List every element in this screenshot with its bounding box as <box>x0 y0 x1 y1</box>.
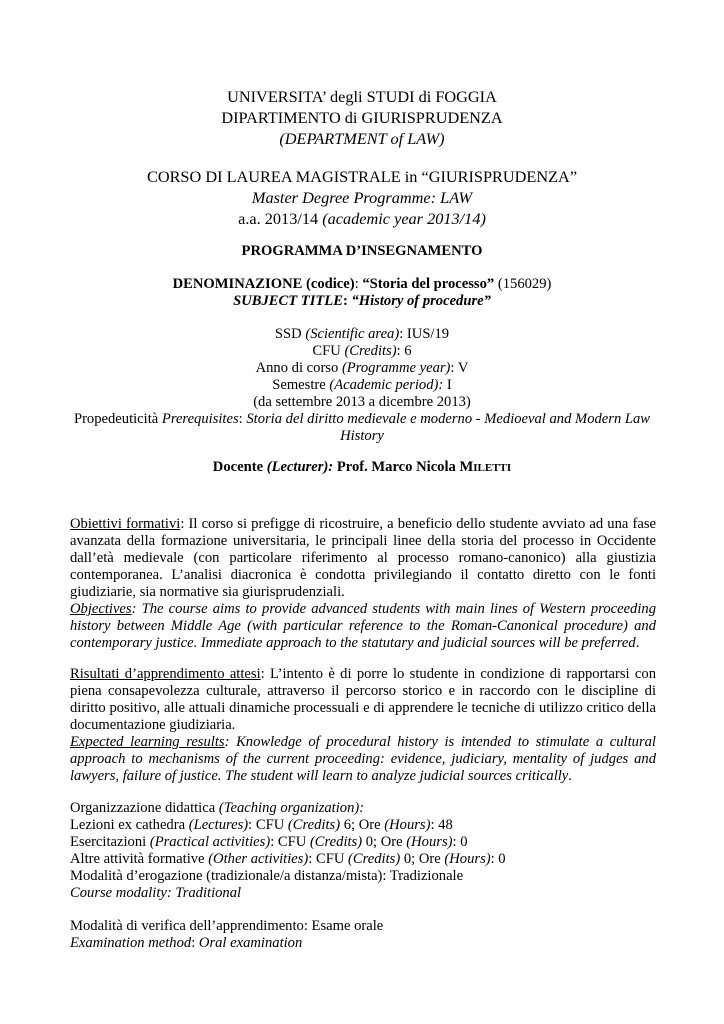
other-activities-line: Altre attività formative (Other activities): CFU (Credits) 0; Ore (Hours): 0 <box>70 851 506 867</box>
objectives-en: Objectives: The course aims to provide advanced students with main lines of Western proceeding history between Middle Age (with particular reference to the Roman-Canonical procedure) and contemporary justice. Immediate approach to the statutary and judicial sources will be preferred. <box>70 601 656 651</box>
practical-line: Esercitazioni (Practical activities): CFU (Credits) 0; Ore (Hours): 0 <box>70 834 468 850</box>
organization-section <box>70 800 656 902</box>
objectives-it: Obiettivi formativi: Il corso si prefigge di ricostruire, a beneficio dello studente avviato ad una fase avanzata della formazione universitaria, le principali linee della storia del processo in Occidente dall’età medievale (con particolare riferimento al processo romano-canonico) alla giustizia contemporanea. L’analisi diacronica è condotta privilegiando il contatto diretto con le fonti giudiziarie, sia normative sia giurisprudenziali. <box>70 516 656 600</box>
exam-line: Modalità di verifica dell’apprendimento: Esame orale <box>70 918 384 934</box>
programme-title: PROGRAMMA D’INSEGNAMENTO <box>241 243 483 259</box>
course-name: CORSO DI LAUREA MAGISTRALE in “GIURISPRUDENZA” <box>146 167 578 186</box>
prerequisites-line-2: History <box>340 428 384 444</box>
anno-line: Anno di corso (Programme year): V <box>255 360 469 376</box>
results-section <box>70 666 656 785</box>
university-name: UNIVERSITA’ degli STUDI di FOGGIA <box>227 87 497 106</box>
organization-title: Organizzazione didattica (Teaching organization): <box>70 800 365 816</box>
course-info <box>0 326 724 445</box>
header <box>0 86 724 149</box>
exam-section <box>70 918 656 952</box>
academic-year: a.a. 2013/14 (academic year 2013/14) <box>238 209 486 228</box>
course-name-en: Master Degree Programme: LAW <box>251 188 473 207</box>
prerequisites-line: Propedeuticità Prerequisites: Storia del diritto medievale e moderno - Medioeval and Modern Law <box>73 411 651 427</box>
period-line: (da settembre 2013 a dicembre 2013) <box>253 394 471 410</box>
cfu-line: CFU (Credits): 6 <box>312 343 412 359</box>
subject-denomination <box>0 276 724 310</box>
results-en: Expected learning results: Knowledge of procedural history is intended to stimulate a cultural approach to mechanisms of the current proceeding: evidence, judiciary, mentality of judges and lawyers, failure of justice. The student will learn to analyze judicial sources critically. <box>70 734 656 784</box>
objectives-section <box>70 516 656 652</box>
subject-title-it: DENOMINAZIONE (codice): “Storia del processo” (156029) <box>172 276 552 292</box>
lecturer-line: Docente (Lecturer): Prof. Marco Nicola MILETTI <box>212 459 512 475</box>
exam-line-en: Examination method: Oral examination <box>70 935 303 951</box>
department-name-en: (DEPARTMENT of LAW) <box>279 129 445 148</box>
modality-line-en: Course modality: Traditional <box>70 885 242 901</box>
subject-title-en: SUBJECT TITLE: “History of procedure” <box>233 293 491 309</box>
results-it: Risultati d’apprendimento attesi: L’intento è di porre lo studente in condizione di rapportarsi con piena consapevolezza culturale, attraverso il percorso storico e in raccordo con le discipline di diritto positivo, alle attuali dinamiche processuali e di apprendere le tecniche di utilizzo critico della documentazione giudiziaria. <box>70 666 657 733</box>
course-header <box>0 166 724 229</box>
ssd-line: SSD (Scientific area): IUS/19 <box>274 326 450 342</box>
department-name: DIPARTIMENTO di GIURISPRUDENZA <box>221 108 503 127</box>
semestre-line: Semestre (Academic period): I <box>272 377 452 393</box>
modality-line: Modalità d’erogazione (tradizionale/a distanza/mista): Tradizionale <box>70 868 464 884</box>
lectures-line: Lezioni ex cathedra (Lectures): CFU (Credits) 6; Ore (Hours): 48 <box>70 817 453 833</box>
